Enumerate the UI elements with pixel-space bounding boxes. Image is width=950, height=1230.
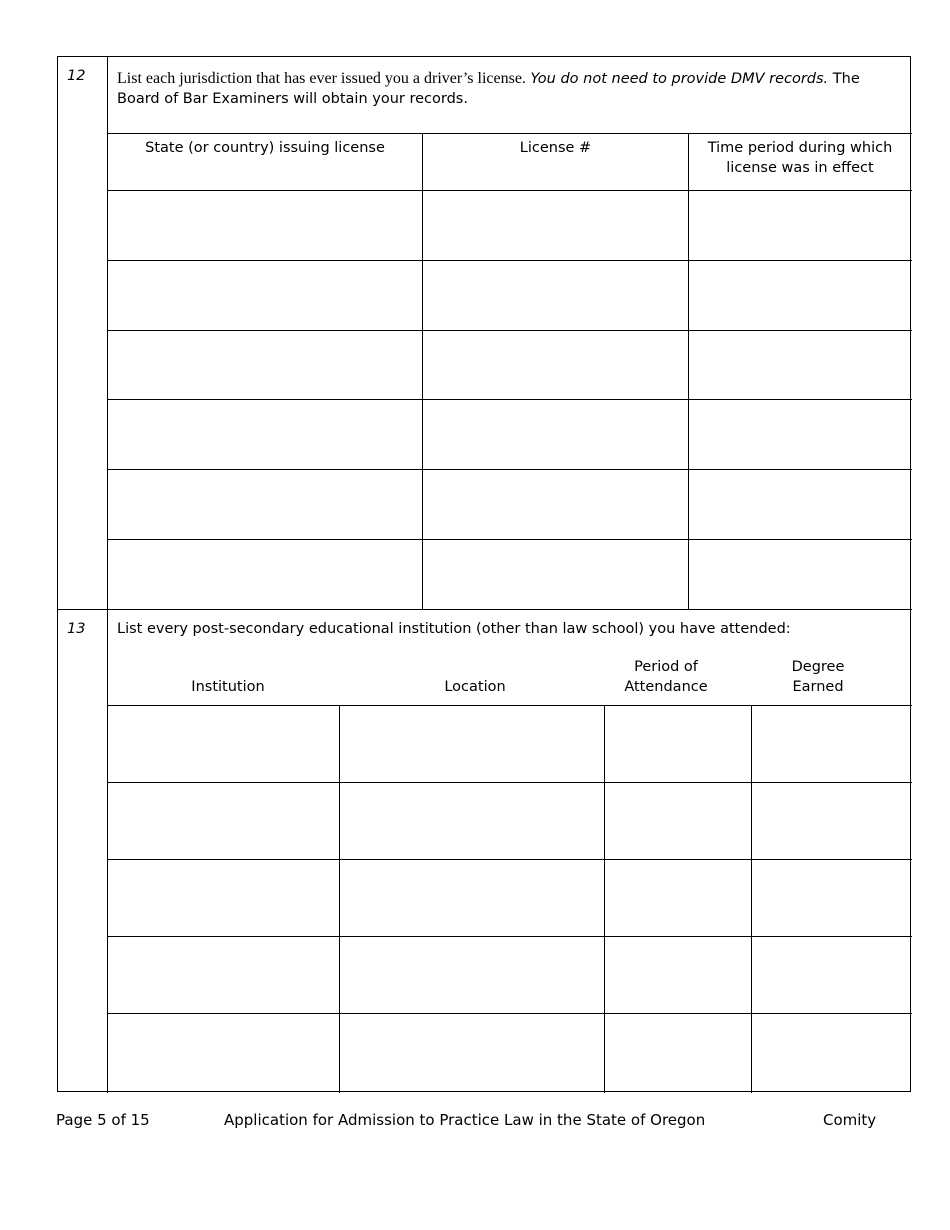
q12-license-cell[interactable]: [423, 540, 688, 609]
q13-degree-cell[interactable]: [752, 783, 911, 859]
q13-degree-cell[interactable]: [752, 937, 911, 1013]
q12-period-cell[interactable]: [689, 261, 911, 330]
question-12-number: 12: [67, 68, 86, 84]
q12-period-cell[interactable]: [689, 540, 911, 609]
q13-period-cell[interactable]: [605, 706, 751, 782]
q13-col-institution-header: Institution: [191, 679, 265, 695]
section-divider: [58, 609, 912, 610]
q12-col-license-header: License #: [519, 140, 592, 156]
q13-col-period-line2: Attendance: [624, 679, 708, 695]
q12-license-cell[interactable]: [423, 261, 688, 330]
q13-institution-cell[interactable]: [108, 783, 339, 859]
q13-location-cell[interactable]: [340, 1014, 604, 1091]
q13-period-cell[interactable]: [605, 1014, 751, 1091]
q13-institution-cell[interactable]: [108, 1014, 339, 1091]
footer-application-type: Comity: [823, 1111, 877, 1129]
q13-col-degree-line1: Degree: [791, 659, 845, 675]
question-12-instruction-d: Board of Bar Examiners will obtain your records.: [117, 91, 468, 107]
q12-license-cell[interactable]: [423, 191, 688, 260]
q13-location-cell[interactable]: [340, 937, 604, 1013]
q12-license-cell[interactable]: [423, 331, 688, 399]
q13-institution-cell[interactable]: [108, 937, 339, 1013]
q12-state-cell[interactable]: [108, 261, 422, 330]
q13-location-cell[interactable]: [340, 706, 604, 782]
q13-institution-cell[interactable]: [108, 860, 339, 936]
footer-title: Application for Admission to Practice Law in the State of Oregon: [224, 1111, 706, 1129]
q13-col-degree-header: [764, 657, 872, 697]
q12-period-cell[interactable]: [689, 191, 911, 260]
question-12-instruction-a: List each jurisdiction that has ever issued you a driver’s license.: [117, 70, 526, 87]
q12-state-cell[interactable]: [108, 191, 422, 260]
q12-col-period-line2: license was in effect: [726, 160, 874, 176]
q12-license-cell[interactable]: [423, 470, 688, 539]
question-12-instruction-c: The: [832, 71, 860, 87]
q13-col-degree-line2: Earned: [792, 679, 844, 695]
q12-col-period-header: [689, 138, 911, 178]
question-13-instruction: List every post-secondary educational institution (other than law school) you have attended:: [117, 621, 791, 637]
q13-location-cell[interactable]: [340, 860, 604, 936]
q13-degree-cell[interactable]: [752, 706, 911, 782]
q12-state-cell[interactable]: [108, 470, 422, 539]
q12-period-cell[interactable]: [689, 331, 911, 399]
footer-page-number: Page 5 of 15: [56, 1111, 150, 1129]
question-12-instruction-b: You do not need to provide DMV records.: [530, 71, 829, 87]
q13-col-period-header: [604, 657, 728, 697]
q13-degree-cell[interactable]: [752, 1014, 911, 1091]
q12-license-cell[interactable]: [423, 400, 688, 469]
q12-state-cell[interactable]: [108, 400, 422, 469]
q13-period-cell[interactable]: [605, 860, 751, 936]
application-form-page: [57, 56, 911, 1092]
q12-col-period-line1: Time period during which: [707, 140, 893, 156]
q12-state-cell[interactable]: [108, 331, 422, 399]
q13-col-period-line1: Period of: [634, 659, 698, 675]
q13-location-cell[interactable]: [340, 783, 604, 859]
q12-col-state-header: State (or country) issuing license: [145, 140, 385, 156]
q13-degree-cell[interactable]: [752, 860, 911, 936]
q12-period-cell[interactable]: [689, 400, 911, 469]
q13-period-cell[interactable]: [605, 783, 751, 859]
question-13-number: 13: [67, 621, 86, 637]
q13-institution-cell[interactable]: [108, 706, 339, 782]
q13-period-cell[interactable]: [605, 937, 751, 1013]
question-12-instruction: [117, 69, 907, 109]
q12-state-cell[interactable]: [108, 540, 422, 609]
q13-col-location-header: Location: [444, 679, 506, 695]
q12-period-cell[interactable]: [689, 470, 911, 539]
q12-header-top-border: [107, 133, 912, 134]
